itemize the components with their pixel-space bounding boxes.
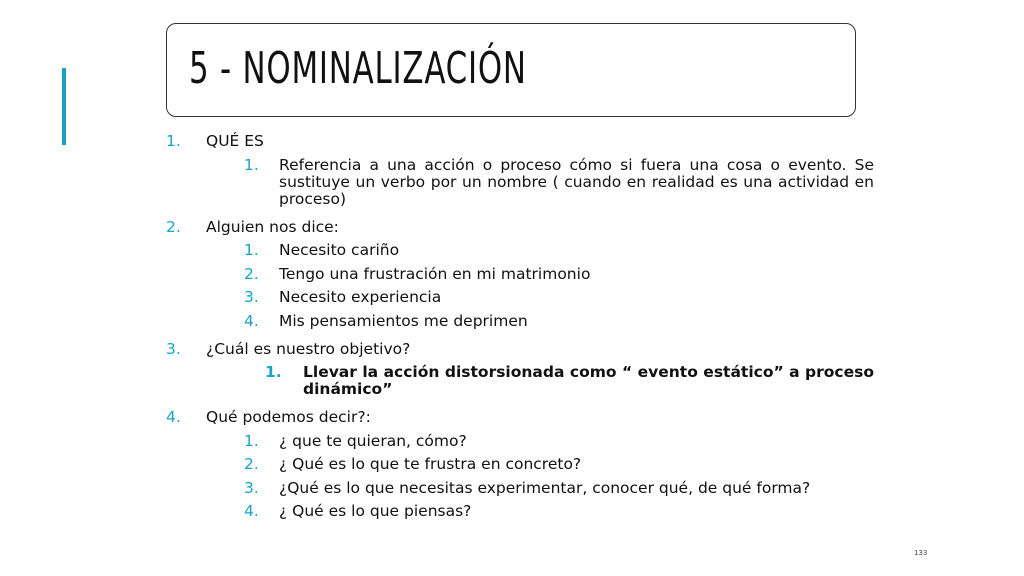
- item-text: Llevar la acción distorsionada como “ evento estático” a proceso dinámico”: [303, 363, 874, 398]
- item-number: 2.: [244, 455, 259, 473]
- section-label: Qué podemos decir?:: [206, 408, 371, 426]
- item-text: Tengo una frustración en mi matrimonio: [279, 264, 591, 283]
- item-number: 1.: [244, 431, 259, 450]
- item-number: 4.: [244, 502, 259, 520]
- item-text: Necesito experiencia: [279, 288, 442, 306]
- item-number: 3.: [244, 478, 259, 497]
- slide-title: 5 - NOMINALIZACIÓN: [189, 43, 527, 94]
- title-box: [166, 23, 856, 117]
- item-text: Necesito cariño: [279, 241, 400, 259]
- section-label: ¿Cuál es nuestro objetivo?: [206, 339, 411, 358]
- section-what-to-say: [166, 409, 874, 520]
- item-number: 3.: [244, 288, 259, 306]
- section-objective: [166, 341, 874, 399]
- section-label: QUÉ ES: [206, 132, 264, 150]
- item-text: ¿ Qué es lo que piensas?: [279, 502, 472, 520]
- section-label: Alguien nos dice:: [206, 217, 339, 236]
- list-item: [206, 364, 874, 398]
- list-item: [206, 456, 874, 473]
- item-text: Referencia a una acción o proceso cómo si fuera una cosa o evento. Se sustituye un verbo por un nombre ( cuando en realidad es una actividad en proceso): [279, 155, 874, 208]
- list-item: [206, 289, 874, 306]
- item-text: ¿ Qué es lo que te frustra en concreto?: [279, 455, 582, 473]
- section-what-is: [166, 133, 874, 208]
- section-number: 4.: [166, 408, 181, 426]
- list-item: [206, 266, 874, 283]
- section-number: 1.: [166, 132, 181, 150]
- accent-bar: [62, 68, 66, 145]
- list-item: [206, 480, 874, 497]
- list-item: [206, 433, 874, 450]
- list-item: [206, 242, 874, 259]
- item-number: 1.: [244, 155, 259, 174]
- list-item: [206, 313, 874, 330]
- page-number: 133: [914, 549, 928, 557]
- item-number: 2.: [244, 264, 259, 283]
- item-number: 1.: [244, 241, 259, 259]
- list-item: [206, 157, 874, 208]
- section-someone-says: [166, 219, 874, 330]
- item-text: ¿ que te quieran, cómo?: [279, 431, 467, 450]
- item-text: Mis pensamientos me deprimen: [279, 311, 528, 330]
- item-number: 1.: [265, 363, 282, 381]
- item-number: 4.: [244, 311, 259, 330]
- item-text: ¿Qué es lo que necesitas experimentar, conocer qué, de qué forma?: [279, 478, 811, 497]
- list-item: [206, 503, 874, 520]
- slide-content: [166, 133, 874, 520]
- section-number: 2.: [166, 217, 181, 236]
- section-number: 3.: [166, 339, 181, 358]
